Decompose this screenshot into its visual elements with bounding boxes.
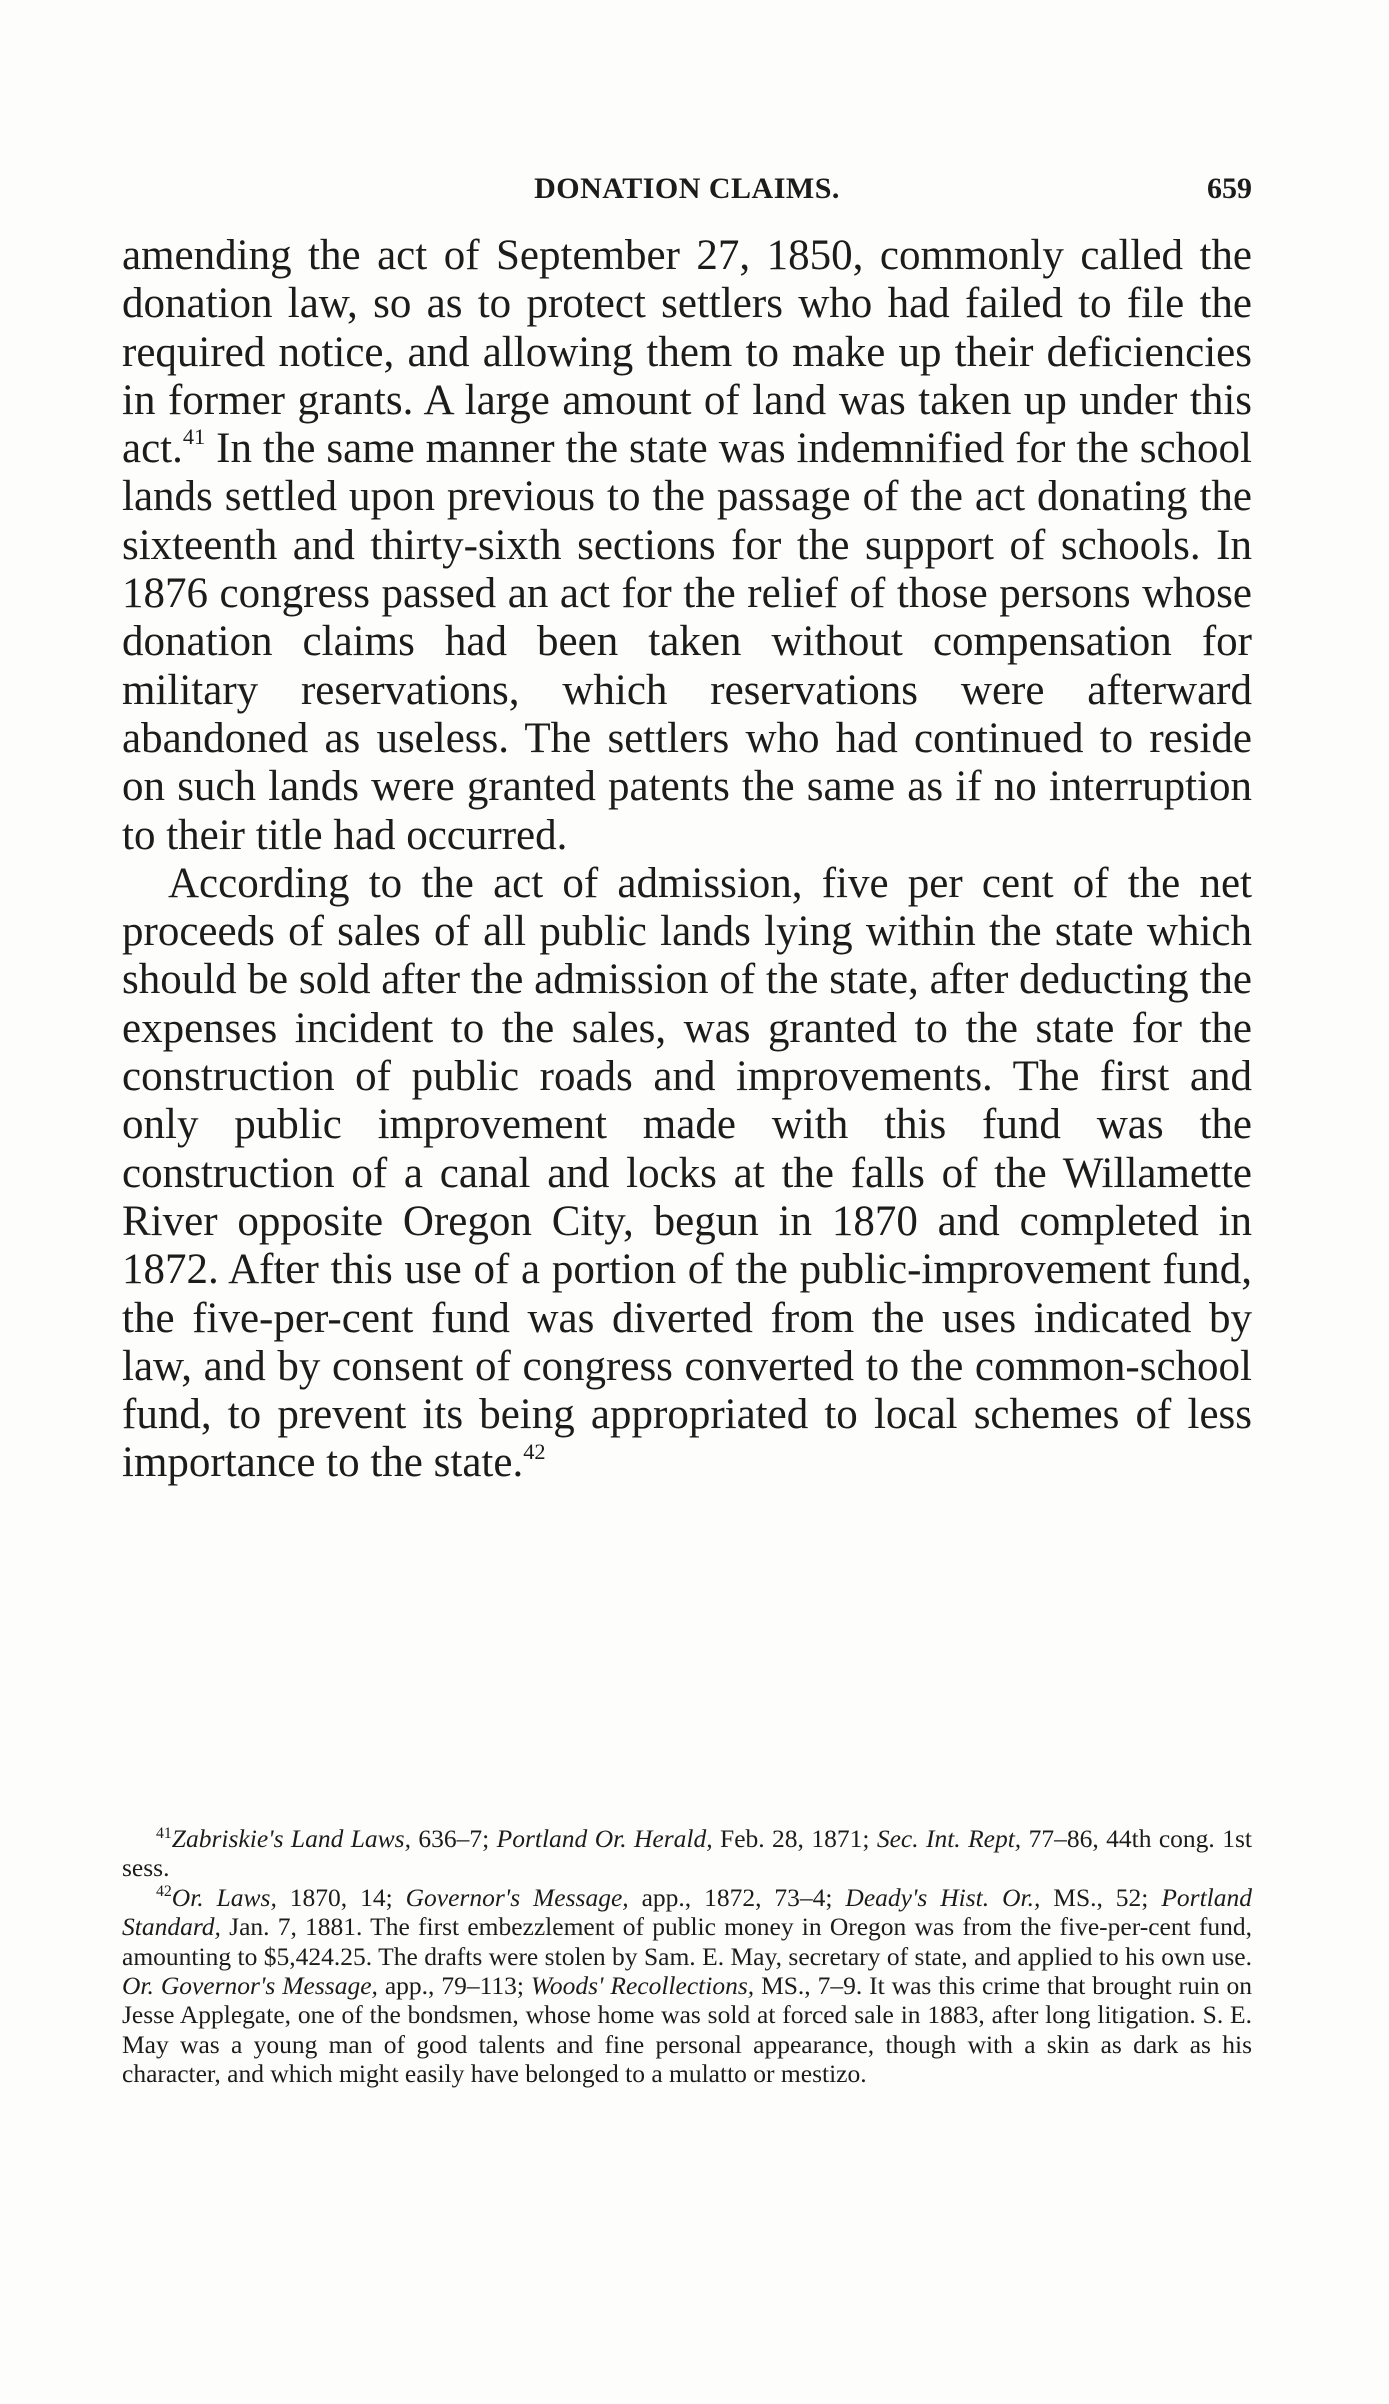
footnote-41-source-c: Sec. Int. Rept, (876, 1824, 1022, 1853)
footnote-42 (122, 1883, 1252, 2089)
footnote-41-text-b: Feb. 28, 1871; (712, 1824, 877, 1853)
page-number: 659 (1207, 172, 1252, 205)
footnote-41-source-b: Portland Or. Herald, (496, 1824, 713, 1853)
footnote-42-source-d: Portland Standard, (122, 1882, 1252, 1942)
footnote-42-source-e: Or. Governor's Message, (122, 1971, 378, 2001)
footnote-42-source-a: Or. Laws, (171, 1882, 277, 1912)
footnote-42-source-b: Governor's Message, (405, 1882, 629, 1912)
footnote-41 (122, 1824, 1252, 1883)
footnote-42-text-b: app., 1872, 73–4; (628, 1882, 846, 1912)
body-text (122, 232, 1252, 1488)
paragraph-1 (122, 232, 1252, 860)
paragraph-2-text: According to the act of admission, five per cent of the net proceeds of sales of all public lands lying within the state which should be sold after the admission of the state, after deducting the expenses incident to the sales, was granted to the state for the construction of public roads and improvements. The first and only public improvement made with this fund was the construction of a canal and locks at the falls of the Willamette River opposite Oregon City, begun in 1870 and completed in 1872. After this use of a portion of the public-improvement fund, the five-per-cent fund was diverted from the uses indicated by law, and by consent of congress converted to the common-school fund, to prevent its being appropriated to local schemes of less importance to the state. (122, 859, 1252, 1487)
footnote-41-text-c: 77–86, 44th cong. 1st sess. (122, 1824, 1252, 1883)
footnote-ref-41: 41 (182, 424, 206, 450)
paragraph-1-text-a: amending the act of September 27, 1850, commonly called the donation law, so as to protect settlers who had failed to file the required notice, and allowing them to make up their deficiencies in former grants. A large amount of land was taken up under this act. (122, 232, 1252, 473)
footnote-42-number: 42 (156, 1883, 172, 1901)
running-head (122, 172, 1252, 212)
footnote-41-source-a: Zabriskie's Land Laws, (171, 1824, 411, 1853)
footnote-42-text-e: app., 79–113; (377, 1971, 531, 2001)
paragraph-1-text-b: In the same manner the state was indemnified for the school lands settled upon previous to the passage of the act donating the sixteenth and thirty-sixth sections for the support of schools. In 1876 congress passed an act for the relief of those persons whose donation claims had been taken without compensation for military reservations, which reservations were afterward abandoned as useless. The settlers who had continued to reside on such lands were granted patents the same as if no interruption to their title had occurred. (122, 425, 1252, 859)
footnote-42-source-c: Deady's Hist. Or., (845, 1882, 1041, 1912)
footnote-42-source-f: Woods' Recollections, (530, 1971, 755, 2001)
paragraph-2 (122, 860, 1252, 1488)
footnote-42-text-f: MS., 7–9. It was this crime that brought ruin on Jesse Applegate, one of the bondsmen, whose home was sold at forced sale in 1883, after long litigation. S. E. May was a young man of good talents and fine personal appearance, though with a skin as dark as his character, and which might easily have belonged to a mulatto or mestizo. (122, 1971, 1252, 2089)
footnote-41-text-a: 636–7; (410, 1824, 497, 1853)
footnotes (122, 1824, 1252, 2089)
footnote-42-text-c: MS., 52; (1040, 1882, 1162, 1912)
footnote-42-text-a: 1870, 14; (276, 1882, 406, 1912)
footnote-41-number: 41 (156, 1824, 172, 1842)
footnote-ref-42: 42 (523, 1438, 546, 1464)
running-title: DONATION CLAIMS. (534, 172, 840, 205)
footnote-42-text-d: Jan. 7, 1881. The first embezzlement of public money in Oregon was from the five-per-cent fund, amounting to $5,424.25. The drafts were stolen by Sam. E. May, secretary of state, and applied to his own use. (122, 1912, 1252, 1971)
